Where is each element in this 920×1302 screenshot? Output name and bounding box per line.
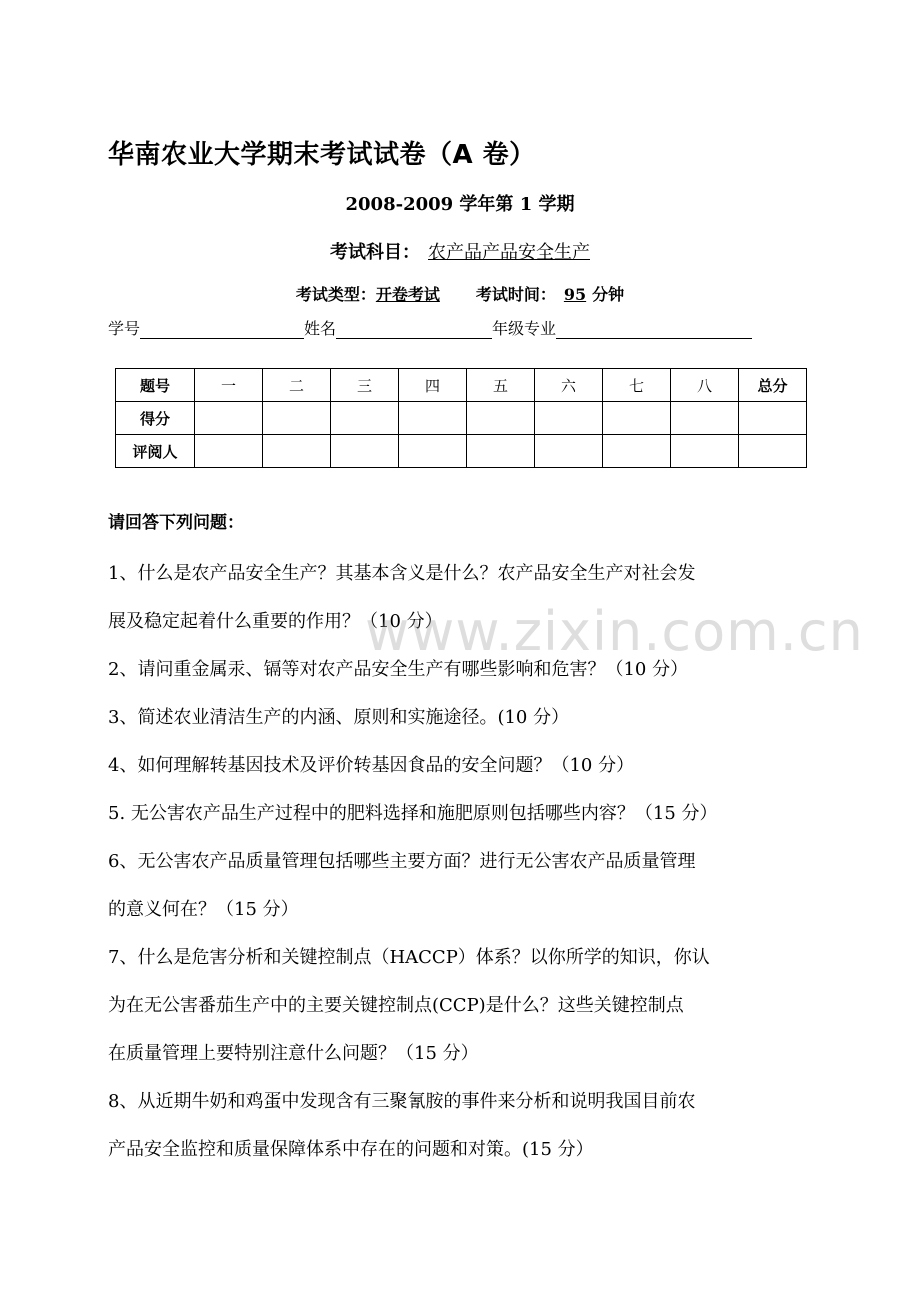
score-cell[interactable] [263,402,331,435]
exam-time-label: 考试时间： [475,285,556,304]
header-cell-total: 总分 [739,369,807,402]
score-cell[interactable] [671,402,739,435]
score-table [115,368,807,468]
question-6-line-2: 的意义何在？（15 分） [108,899,299,920]
header-cell-2: 二 [263,369,331,402]
exam-type-label: 考试类型： [295,285,376,304]
header-cell-3: 三 [331,369,399,402]
header-cell-5: 五 [467,369,535,402]
student-info-line [108,316,752,339]
question-7-line-2: 为在无公害番茄生产中的主要关键控制点(CCP)是什么？这些关键控制点 [108,995,684,1016]
score-cell-total[interactable] [739,402,807,435]
grader-cell[interactable] [671,435,739,468]
exam-subject-line [0,238,920,264]
score-table-header-row [116,369,807,402]
question-5-line-1: 5. 无公害农产品生产过程中的肥料选择和施肥原则包括哪些内容？（15 分） [108,803,718,824]
student-id-blank[interactable] [140,320,304,339]
exam-type-time-line [0,282,920,305]
header-cell-4: 四 [399,369,467,402]
question-1-line-2: 展及稳定起着什么重要的作用？（10 分） [108,611,443,632]
question-list [108,550,828,1174]
score-cell[interactable] [535,402,603,435]
header-cell-6: 六 [535,369,603,402]
exam-type-value: 开卷考试 [375,285,440,304]
score-cell[interactable] [603,402,671,435]
question-3-line-1: 3、简述农业清洁生产的内涵、原则和实施途径。(10 分） [108,707,570,728]
question-7-line-1: 7、什么是危害分析和关键控制点（HACCP）体系？以你所学的知识，你认 [108,947,710,968]
grader-row [116,435,807,468]
grader-cell[interactable] [603,435,671,468]
row-label-score: 得分 [116,402,195,435]
exam-title: 华南农业大学期末考试试卷（A 卷） [108,140,536,170]
student-name-blank[interactable] [336,320,492,339]
question-2-line-1: 2、请问重金属汞、镉等对农产品安全生产有哪些影响和危害？（10 分） [108,659,689,680]
header-cell-8: 八 [671,369,739,402]
question-8-line-1: 8、从近期牛奶和鸡蛋中发现含有三聚氰胺的事件来分析和说明我国目前农 [108,1091,696,1112]
score-cell[interactable] [399,402,467,435]
score-cell[interactable] [467,402,535,435]
score-cell[interactable] [195,402,263,435]
question-1-line-1: 1、什么是农产品安全生产？其基本含义是什么？农产品安全生产对社会发 [108,563,696,584]
header-cell-question-no: 题号 [116,369,195,402]
score-row [116,402,807,435]
exam-term: 2008-2009 学年第 1 学期 [345,194,575,215]
score-cell[interactable] [331,402,399,435]
student-major-label: 年级专业 [492,319,557,338]
question-4-line-1: 4、如何理解转基因技术及评价转基因食品的安全问题？（10 分） [108,755,635,776]
question-8-line-2: 产品安全监控和质量保障体系中存在的问题和对策。(15 分） [108,1139,594,1160]
header-cell-1: 一 [195,369,263,402]
question-6-line-1: 6、无公害农产品质量管理包括哪些主要方面？进行无公害农产品质量管理 [108,851,696,872]
watermark: www.zixin.com.cn [365,600,864,663]
student-major-blank[interactable] [556,320,752,339]
student-id-label: 学号 [108,319,141,338]
grader-cell[interactable] [195,435,263,468]
student-name-label: 姓名 [304,319,337,338]
grader-cell[interactable] [467,435,535,468]
row-label-grader: 评阅人 [116,435,195,468]
grader-cell[interactable] [263,435,331,468]
instruction-prompt: 请回答下列问题： [108,513,244,533]
grader-cell-total[interactable] [739,435,807,468]
exam-time-unit: 分钟 [592,285,625,304]
exam-time-value: 95 [563,285,587,304]
grader-cell[interactable] [535,435,603,468]
subject-label: 考试科目： [330,242,420,263]
grader-cell[interactable] [331,435,399,468]
question-7-line-3: 在质量管理上要特别注意什么问题？（15 分） [108,1043,479,1064]
subject-value: 农产品产品安全生产 [428,242,590,263]
grader-cell[interactable] [399,435,467,468]
header-cell-7: 七 [603,369,671,402]
